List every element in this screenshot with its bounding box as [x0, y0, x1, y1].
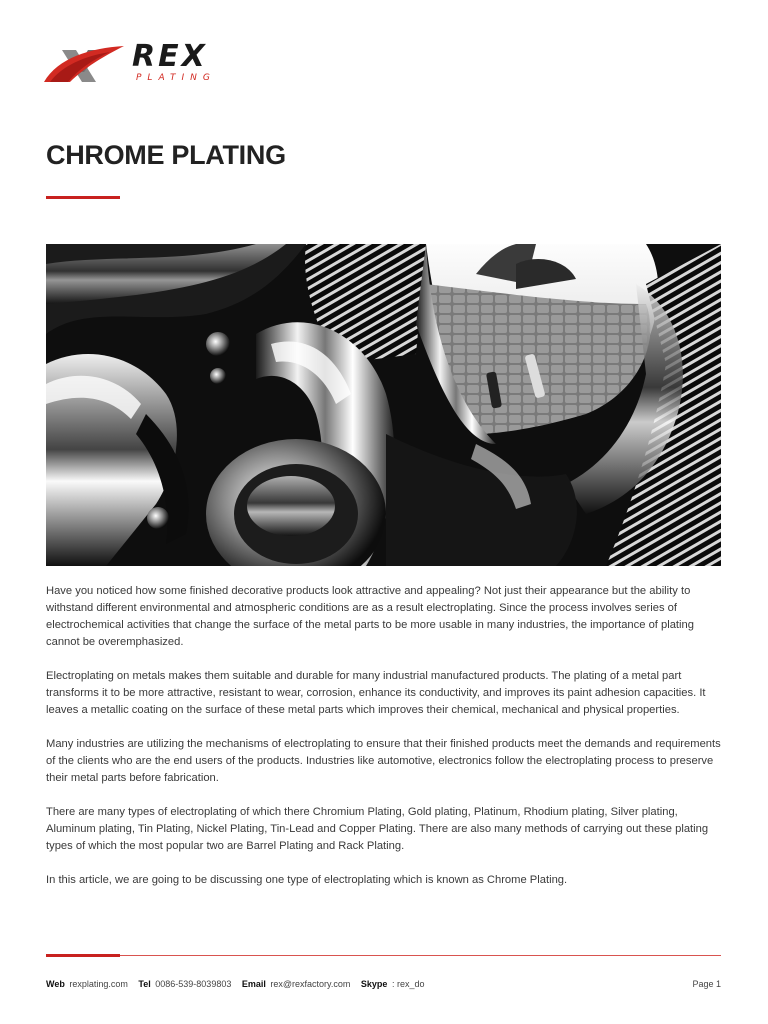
footer — [46, 977, 721, 993]
page-title: CHROME PLATING — [46, 140, 286, 170]
footer-divider — [46, 955, 721, 956]
rex-logo-icon — [44, 42, 126, 86]
title-underline — [46, 196, 120, 199]
footer-skype-value: : rex_do — [391, 979, 425, 989]
paragraph: Many industries are utilizing the mechanisms of electroplating to ensure that their finished products meet the demands and requirements of the clients who are the end users of the products. Industries like automotive, electronics follow the electroplating process to preserve their metal parts before fabrication. — [46, 738, 721, 784]
footer-tel-value: 0086-539-8039803 — [155, 979, 232, 989]
footer-email — [242, 979, 351, 989]
page-number: Page 1 — [692, 979, 721, 989]
footer-skype-label: Skype — [360, 979, 388, 989]
hero-image — [46, 244, 721, 566]
footer-email-link[interactable]: rex@rexfactory.com — [270, 979, 351, 989]
footer-web-link[interactable]: rexplating.com — [69, 979, 128, 989]
brand-subtitle: PLATING — [136, 73, 216, 83]
brand-logo — [44, 40, 224, 88]
paragraph: Electroplating on metals makes them suitable and durable for many industrial manufactured products. The plating of a metal part transforms it to be more attractive, resistant to wear, corrosion, enhance its conductivity, and improves its paint adhesion capacities. It leaves a metallic coating on the surface of these metal parts which improves their chemical, mechanical and physical properties. — [46, 670, 706, 716]
footer-web — [46, 979, 128, 989]
paragraph: Have you noticed how some finished decorative products look attractive and appealing? Not just their appearance but the ability to withstand different environmental and atmospheric conditions are as a result electroplating. Since the process involves series of electrochemical activities that change the surface of the metal parts to be more usable in many industries, the importance of plating cannot be overemphasized. — [46, 585, 694, 648]
footer-tel — [138, 979, 231, 989]
footer-email-label: Email — [241, 979, 266, 989]
paragraph: In this article, we are going to be discussing one type of electroplating which is known as Chrome Plating. — [46, 874, 568, 886]
brand-name: REX — [132, 39, 208, 74]
footer-skype — [361, 979, 425, 989]
paragraph: There are many types of electroplating of which there Chromium Plating, Gold plating, Platinum, Rhodium plating, Silver plating, Aluminum plating, Tin Plating, Nickel Plating, Tin-Lead and Copper Plating. There are also many methods of carrying out these plating types of which the most popular two are Barrel Plating and Rack Plating. — [46, 806, 709, 852]
footer-divider-accent — [46, 954, 120, 957]
chrome-engine-photo — [46, 244, 721, 566]
footer-tel-label: Tel — [138, 979, 151, 989]
article-body — [46, 583, 722, 906]
footer-web-label: Web — [46, 979, 65, 989]
